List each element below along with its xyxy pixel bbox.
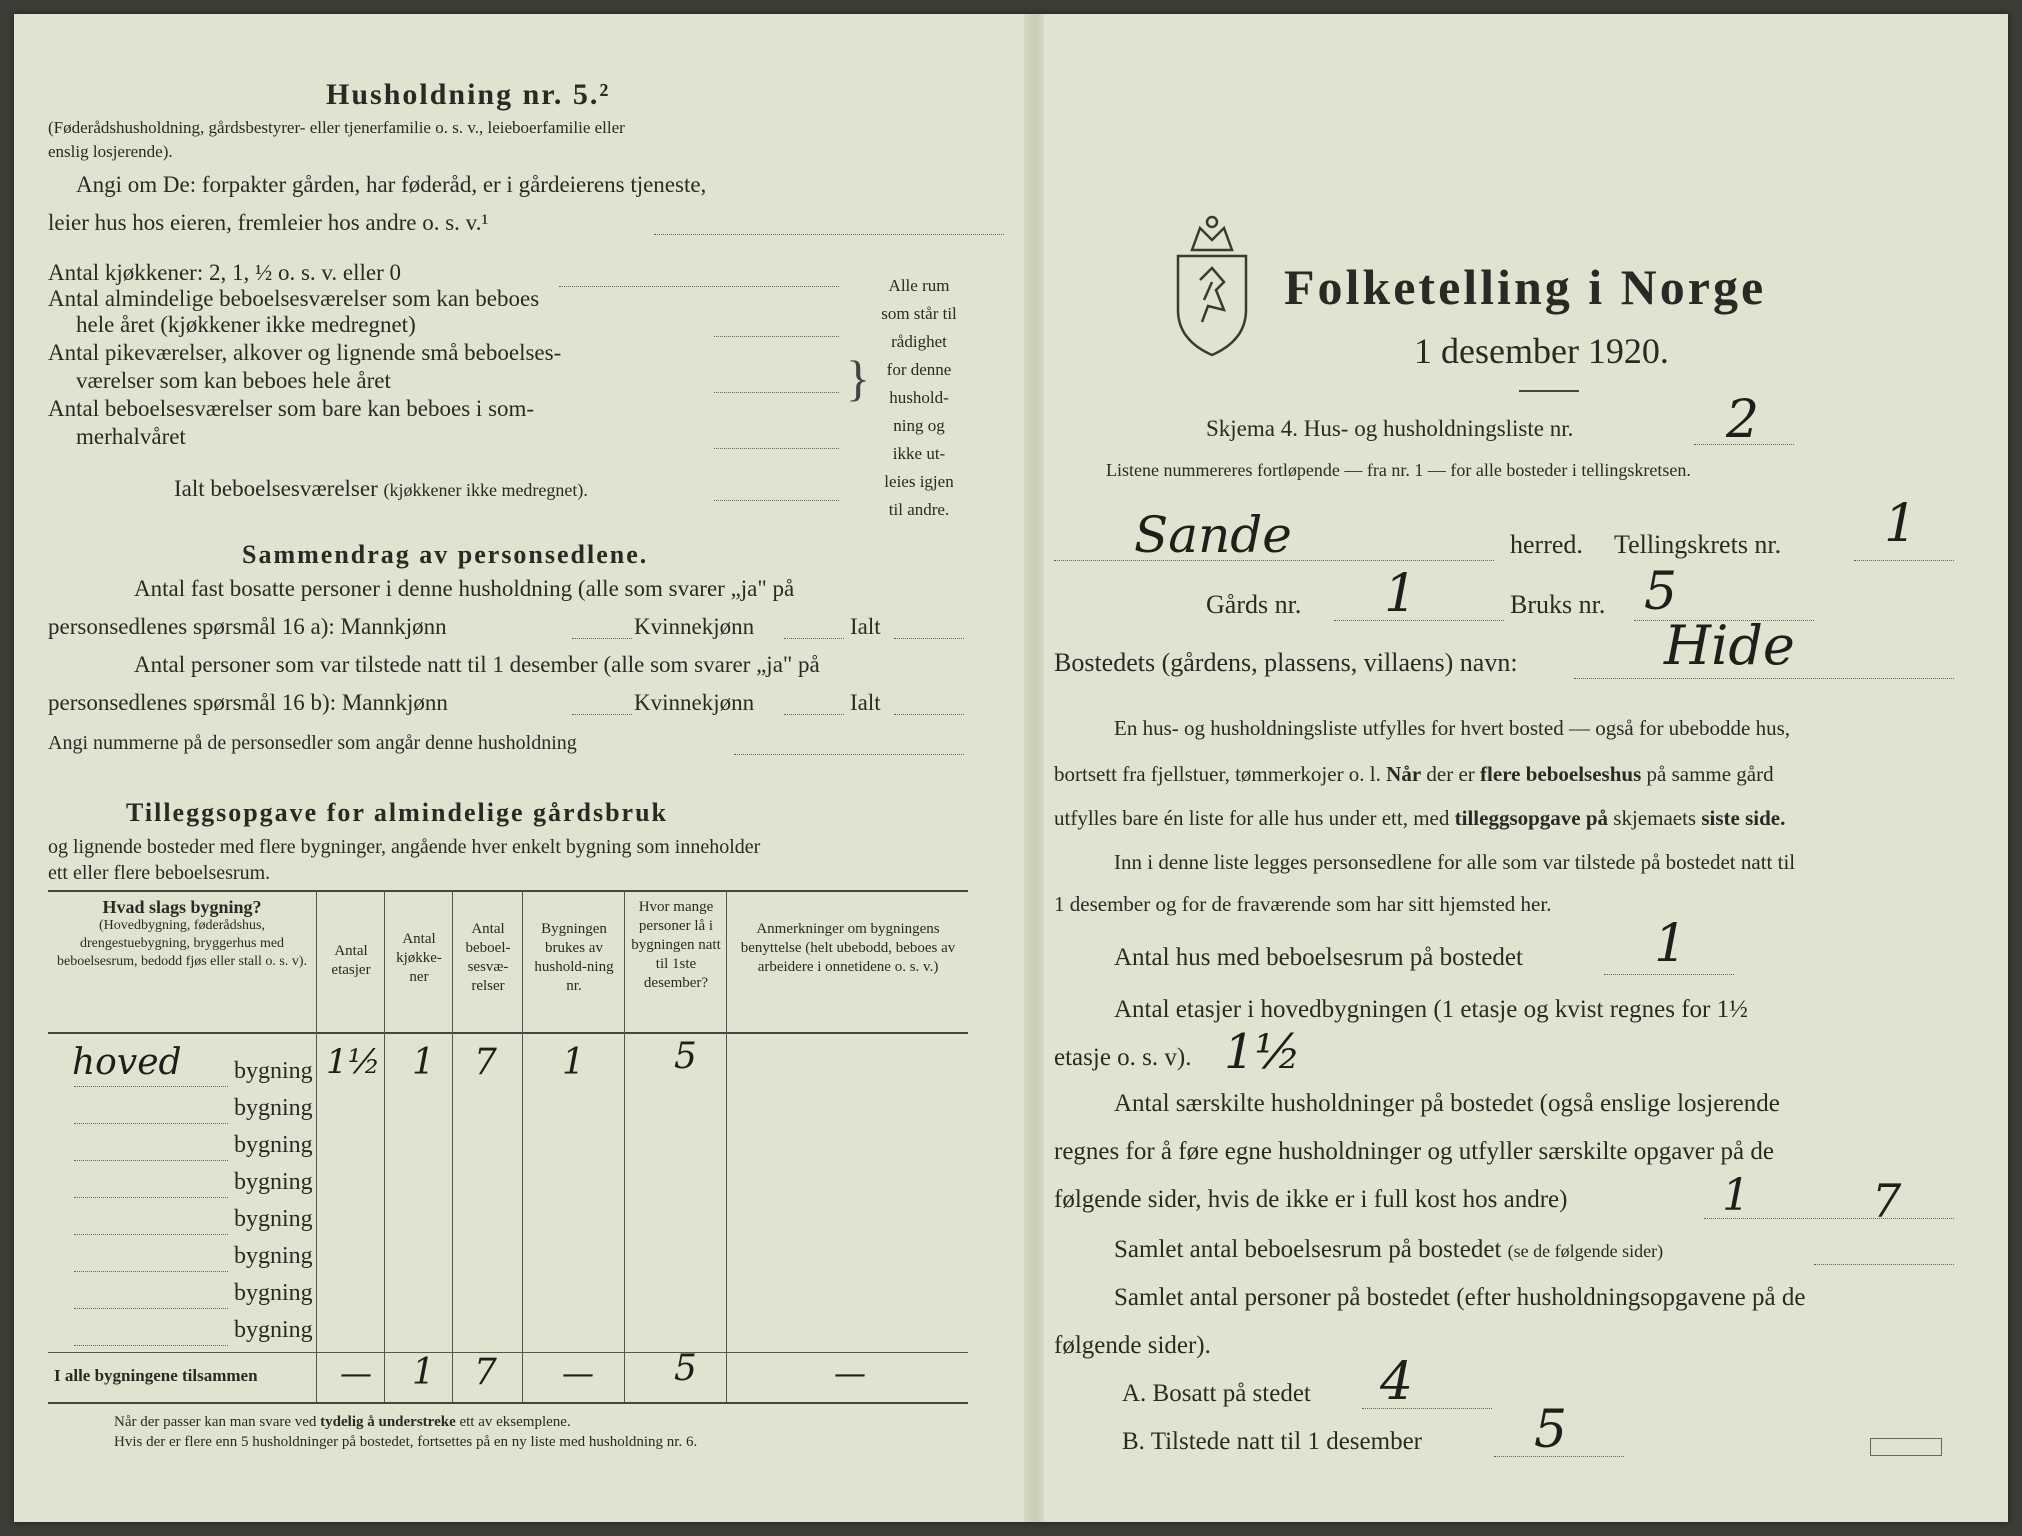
household-title: Husholdning nr. 5.²: [326, 78, 611, 111]
census-date: 1 desember 1920.: [1414, 331, 1669, 371]
total-floors: —: [340, 1354, 372, 1392]
row1-persons: 5: [674, 1036, 697, 1077]
houses-label: Antal hus med beboelsesrum på bostedet: [1114, 944, 1523, 971]
col-floors: Antal etasjer: [331, 943, 371, 978]
row-label: bygning: [234, 1169, 313, 1195]
footnote-1: Når der passer kan man svare ved tydelig å understreke ett av eksemplene.: [114, 1414, 571, 1430]
summary-title: Sammendrag av personsedlene.: [242, 540, 649, 569]
list-number: 2: [1726, 390, 1760, 450]
col-kitchens: Antal kjøkke-ner: [396, 931, 442, 985]
numbering-note: Listene nummereres fortløpende — fra nr. 1 — for alle bosteder i tellingskretsen.: [1106, 460, 1691, 480]
row-label: bygning: [234, 1243, 313, 1269]
row-label: bygning: [234, 1280, 313, 1306]
summer-rooms-label-2: merhalvåret: [76, 424, 186, 449]
total-label-2: Ialt: [850, 690, 881, 715]
col-household: Bygningen brukes av hushold-ning nr.: [534, 921, 614, 994]
summary-present-1: Antal personer som var tilstede natt til 1 desember (alle som svarer „ja" på: [134, 652, 820, 677]
farm-number-value: 1: [1384, 564, 1418, 624]
census-sheet: [14, 14, 2008, 1522]
row1-type: hoved: [72, 1042, 182, 1083]
row1-kitchens: 1: [412, 1042, 435, 1083]
small-rooms-label-1: Antal pikeværelser, alkover og lignende små beboelses-: [48, 340, 562, 365]
row-label: bygning: [234, 1058, 313, 1084]
households-label-1: Antal særskilte husholdninger på bostedet (også enslige losjerende: [1114, 1090, 1780, 1117]
col-building-type: Hvad slags bygning? (Hovedbygning, føderådshus, drengestuebygning, bryggerhus med beboelsesrum, bedodd fjøs eller stall o. s. v).: [56, 897, 307, 969]
small-rooms-label-2: værelser som kan beboes hele året: [76, 368, 391, 393]
summary-residents-2: personsedlenes spørsmål 16 a): Mannkjønn: [48, 614, 447, 639]
farm-number-label: Gårds nr.: [1206, 590, 1302, 619]
col-rooms: Antal beboel-sesvæ-relser: [465, 921, 511, 994]
side-note: Alle rum som står til rådighet for denne hushold- ning og ikke ut- leies igjen til andre.: [881, 276, 957, 519]
question-residence-2: leier hus hos eieren, fremleier hos andre o. s. v.¹: [48, 210, 489, 235]
instructions-4: Inn i denne liste legges personsedlene for alle som var tilstede på bostedet natt til: [1114, 850, 1796, 874]
supplement-text-2: ett eller flere beboelsesrum.: [48, 862, 271, 884]
resident-label: A. Bosatt på stedet: [1122, 1380, 1311, 1407]
total-rooms: 7: [474, 1352, 497, 1393]
floors-label: Antal etasjer i hovedbygningen (1 etasje og kvist regnes for 1½: [1114, 996, 1748, 1023]
total-rooms-label-right: Samlet antal beboelsesrum på bostedet (se de følgende sider): [1114, 1236, 1664, 1263]
households-value: 1: [1722, 1170, 1750, 1221]
holding-number-value: 5: [1644, 562, 1678, 622]
footnote-2: Hvis der er flere enn 5 husholdninger på bostedet, fortsettes på en ny liste med husholdning nr. 6.: [114, 1434, 698, 1450]
rooms-value: 7: [1872, 1174, 1902, 1228]
row-label: bygning: [234, 1206, 313, 1232]
row1-floors: 1½: [326, 1042, 381, 1082]
row-label: bygning: [234, 1095, 313, 1121]
households-label-3: følgende sider, hvis de ikke er i full kost hos andre): [1054, 1186, 1568, 1213]
supplement-title: Tilleggsopgave for almindelige gårdsbruk: [126, 798, 669, 827]
census-title: Folketelling i Norge: [1284, 259, 1767, 315]
col-remarks: Anmerkninger om bygningens benyttelse (helt ubebodd, beboes av arbeidere i onnetidene o. s. v.): [740, 921, 956, 975]
household-subtitle-1: (Føderådshusholdning, gårdsbestyrer- eller tjenerfamilie o. s. v., leieboerfamilie eller: [48, 118, 625, 137]
residence-name-value: Hide: [1664, 614, 1795, 677]
row1-rooms: 7: [474, 1042, 497, 1083]
summary-present-2: personsedlenes spørsmål 16 b): Mannkjønn: [48, 690, 448, 715]
total-persons: 5: [674, 1348, 697, 1389]
total-persons-label-1: Samlet antal personer på bostedet (efter husholdningsopgavene på de: [1114, 1284, 1806, 1311]
holding-number-label: Bruks nr.: [1510, 590, 1606, 619]
row1-household: 1: [562, 1042, 585, 1083]
total-remarks: —: [834, 1354, 866, 1392]
total-kitchens: 1: [412, 1352, 435, 1393]
floors-label-2: etasje o. s. v).: [1054, 1044, 1192, 1071]
summary-numbers: Angi nummerne på de personsedler som angår denne husholdning: [48, 732, 577, 754]
present-label: B. Tilstede natt til 1 desember: [1122, 1428, 1422, 1455]
question-residence-1: Angi om De: forpakter gården, har føderåd, er i gårdeierens tjeneste,: [76, 172, 707, 197]
instructions-1: En hus- og husholdningsliste utfylles for hvert bosted — også for ubebodde hus,: [1114, 716, 1790, 740]
instructions-3: utfylles bare én liste for alle hus under ett, med tilleggsopgave på skjemaets siste side.: [1054, 806, 1786, 830]
supplement-text-1: og lignende bosteder med flere bygninger, angående hver enkelt bygning som inneholder: [48, 836, 761, 858]
district-value: 1: [1884, 494, 1918, 554]
form-label: Skjema 4. Hus- og husholdningsliste nr.: [1206, 416, 1574, 441]
row-label: bygning: [234, 1317, 313, 1343]
total-row-label: I alle bygningene tilsammen: [54, 1366, 258, 1385]
present-value: 5: [1534, 1400, 1568, 1460]
houses-value: 1: [1654, 914, 1688, 974]
row-label: bygning: [234, 1132, 313, 1158]
floors-value: 1½: [1224, 1024, 1302, 1080]
total-rooms-label: Ialt beboelsesværelser (kjøkkener ikke medregnet).: [174, 476, 588, 501]
resident-value: 4: [1380, 1352, 1414, 1412]
total-household: —: [562, 1354, 594, 1392]
summer-rooms-label-1: Antal beboelsesværelser som bare kan beboes i som-: [48, 396, 535, 421]
kitchens-label: Antal kjøkkener: 2, 1, ½ o. s. v. eller 0: [48, 260, 402, 285]
instructions-2: bortsett fra fjellstuer, tømmerkojer o. l. Når der er flere beboelseshus på samme gård: [1054, 762, 1774, 786]
instructions-5: 1 desember og for de fraværende som har sitt hjemsted her.: [1054, 892, 1552, 916]
brace: }: [846, 350, 870, 406]
col-persons: Hvor mange personer lå i bygningen natt til 1ste desember?: [631, 899, 721, 991]
municipality-label: herred.: [1510, 530, 1583, 559]
summary-residents-1: Antal fast bosatte personer i denne husholdning (alle som svarer „ja" på: [134, 576, 795, 601]
printer-stamp: [1870, 1438, 1942, 1456]
rooms-label-1: Antal almindelige beboelsesværelser som kan beboes: [48, 286, 540, 311]
female-label-2: Kvinnekjønn: [634, 690, 755, 715]
female-label: Kvinnekjønn: [634, 614, 755, 639]
coat-of-arms-icon: [1164, 210, 1260, 360]
page-fold: [1024, 14, 1044, 1522]
household-subtitle-2: enslig losjerende).: [48, 142, 173, 161]
rooms-label-2: hele året (kjøkkener ikke medregnet): [76, 312, 416, 337]
municipality-value: Sande: [1134, 506, 1292, 564]
households-label-2: regnes for å føre egne husholdninger og utfyller særskilte opgaver på de: [1054, 1138, 1774, 1165]
total-persons-label-2: følgende sider).: [1054, 1332, 1211, 1359]
total-label: Ialt: [850, 614, 881, 639]
residence-name-label: Bostedets (gårdens, plassens, villaens) navn:: [1054, 648, 1518, 677]
district-label: Tellingskrets nr.: [1614, 530, 1782, 559]
